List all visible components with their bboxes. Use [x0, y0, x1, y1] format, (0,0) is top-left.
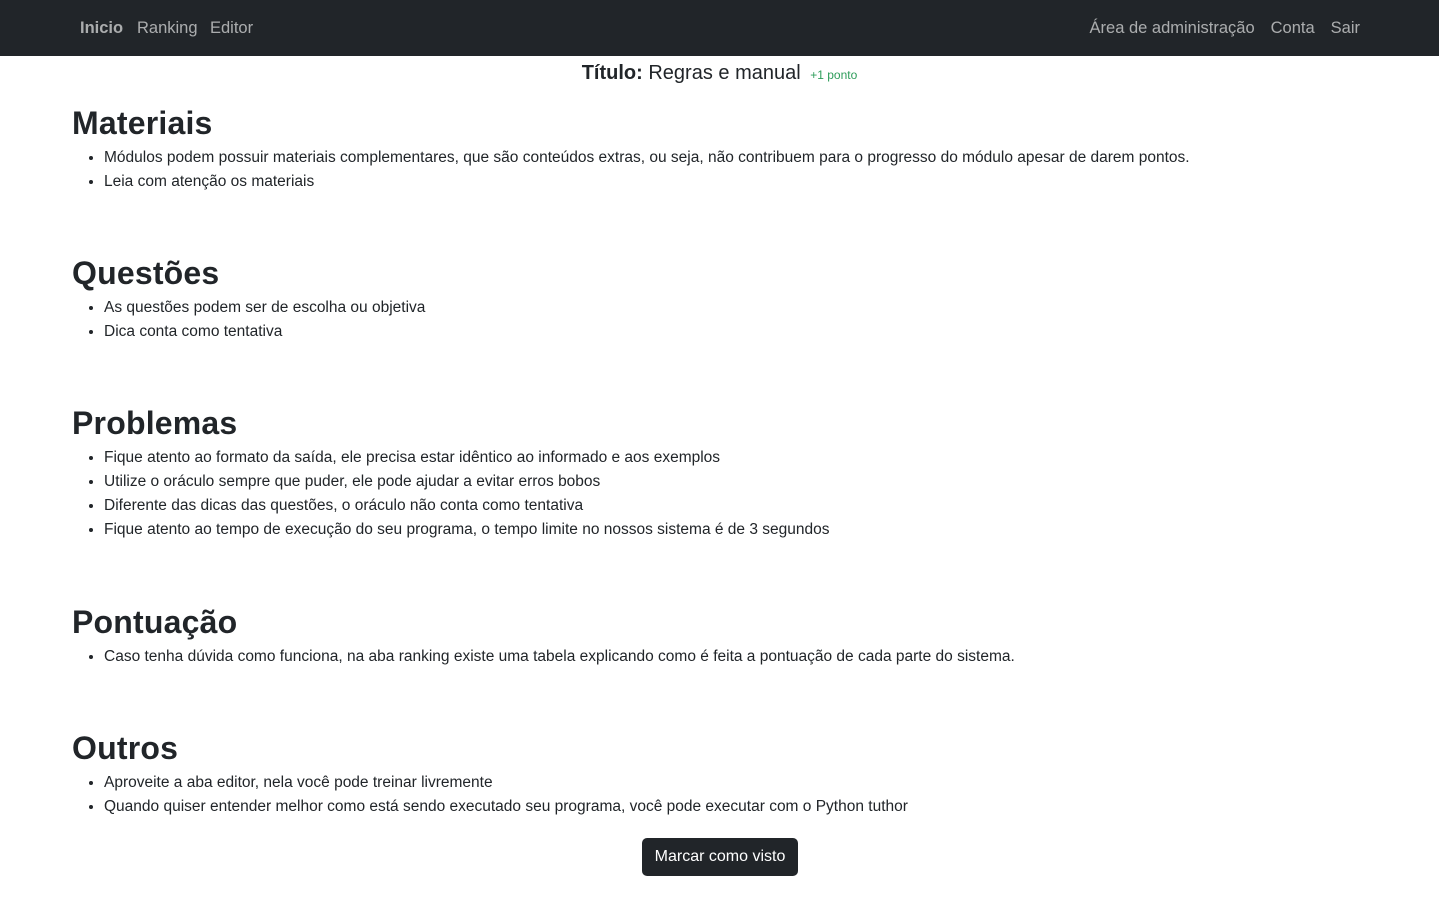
section-list [72, 771, 1372, 819]
section-outros [72, 729, 1372, 819]
page-title-label: Título: [581, 62, 643, 84]
list-item: • Utilize o oráculo sempre que puder, ele pode ajudar a evitar erros bobos [104, 470, 1372, 494]
list-item: • Aproveite a aba editor, nela você pode treinar livremente [104, 771, 1372, 795]
section-pontuacao [72, 603, 1372, 669]
section-heading: Pontuação [72, 604, 238, 640]
top-navbar [0, 0, 1439, 56]
page-title [0, 60, 1439, 88]
nav-link-inicio[interactable]: Inicio [80, 19, 124, 37]
mark-as-seen-button[interactable]: Marcar como visto [642, 838, 798, 876]
list-item: • Leia com atenção os materiais [104, 170, 1372, 194]
section-heading: Materiais [72, 105, 213, 141]
list-item: • Diferente das dicas das questões, o oráculo não conta como tentativa [104, 494, 1372, 518]
section-heading: Outros [72, 730, 179, 766]
nav-link-admin-area[interactable]: Área de administração [1089, 19, 1255, 37]
list-item: • As questões podem ser de escolha ou objetiva [104, 296, 1372, 320]
points-badge: +1 ponto [810, 68, 858, 82]
list-item: • Dica conta como tentativa [104, 320, 1372, 344]
section-list [72, 645, 1372, 669]
list-item: • Módulos podem possuir materiais complementares, que são conteúdos extras, ou seja, não contribuem para o progresso do módulo apesar de darem pontos. [104, 146, 1372, 170]
section-heading: Problemas [72, 405, 238, 441]
section-materiais [72, 104, 1372, 194]
list-item: • Quando quiser entender melhor como está sendo executado seu programa, você pode executar com o Python tuthor [104, 795, 1372, 819]
section-questoes [72, 254, 1372, 344]
list-item: • Fique atento ao tempo de execução do seu programa, o tempo limite no nossos sistema é de 3 segundos [104, 518, 1372, 542]
section-heading: Questões [72, 255, 220, 291]
page-title-value: Regras e manual [648, 62, 801, 84]
section-list [72, 446, 1372, 542]
nav-right-group [1090, 18, 1360, 38]
nav-link-account[interactable]: Conta [1270, 19, 1315, 37]
nav-link-editor[interactable]: Editor [210, 19, 254, 37]
nav-link-logout[interactable]: Sair [1330, 19, 1360, 37]
section-problemas [72, 404, 1372, 542]
list-item: • Fique atento ao formato da saída, ele precisa estar idêntico ao informado e aos exemplos [104, 446, 1372, 470]
section-list [72, 146, 1372, 194]
nav-link-ranking[interactable]: Ranking [137, 19, 198, 37]
section-list [72, 296, 1372, 344]
list-item: • Caso tenha dúvida como funciona, na aba ranking existe uma tabela explicando como é feita a pontuação de cada parte do sistema. [104, 645, 1372, 669]
